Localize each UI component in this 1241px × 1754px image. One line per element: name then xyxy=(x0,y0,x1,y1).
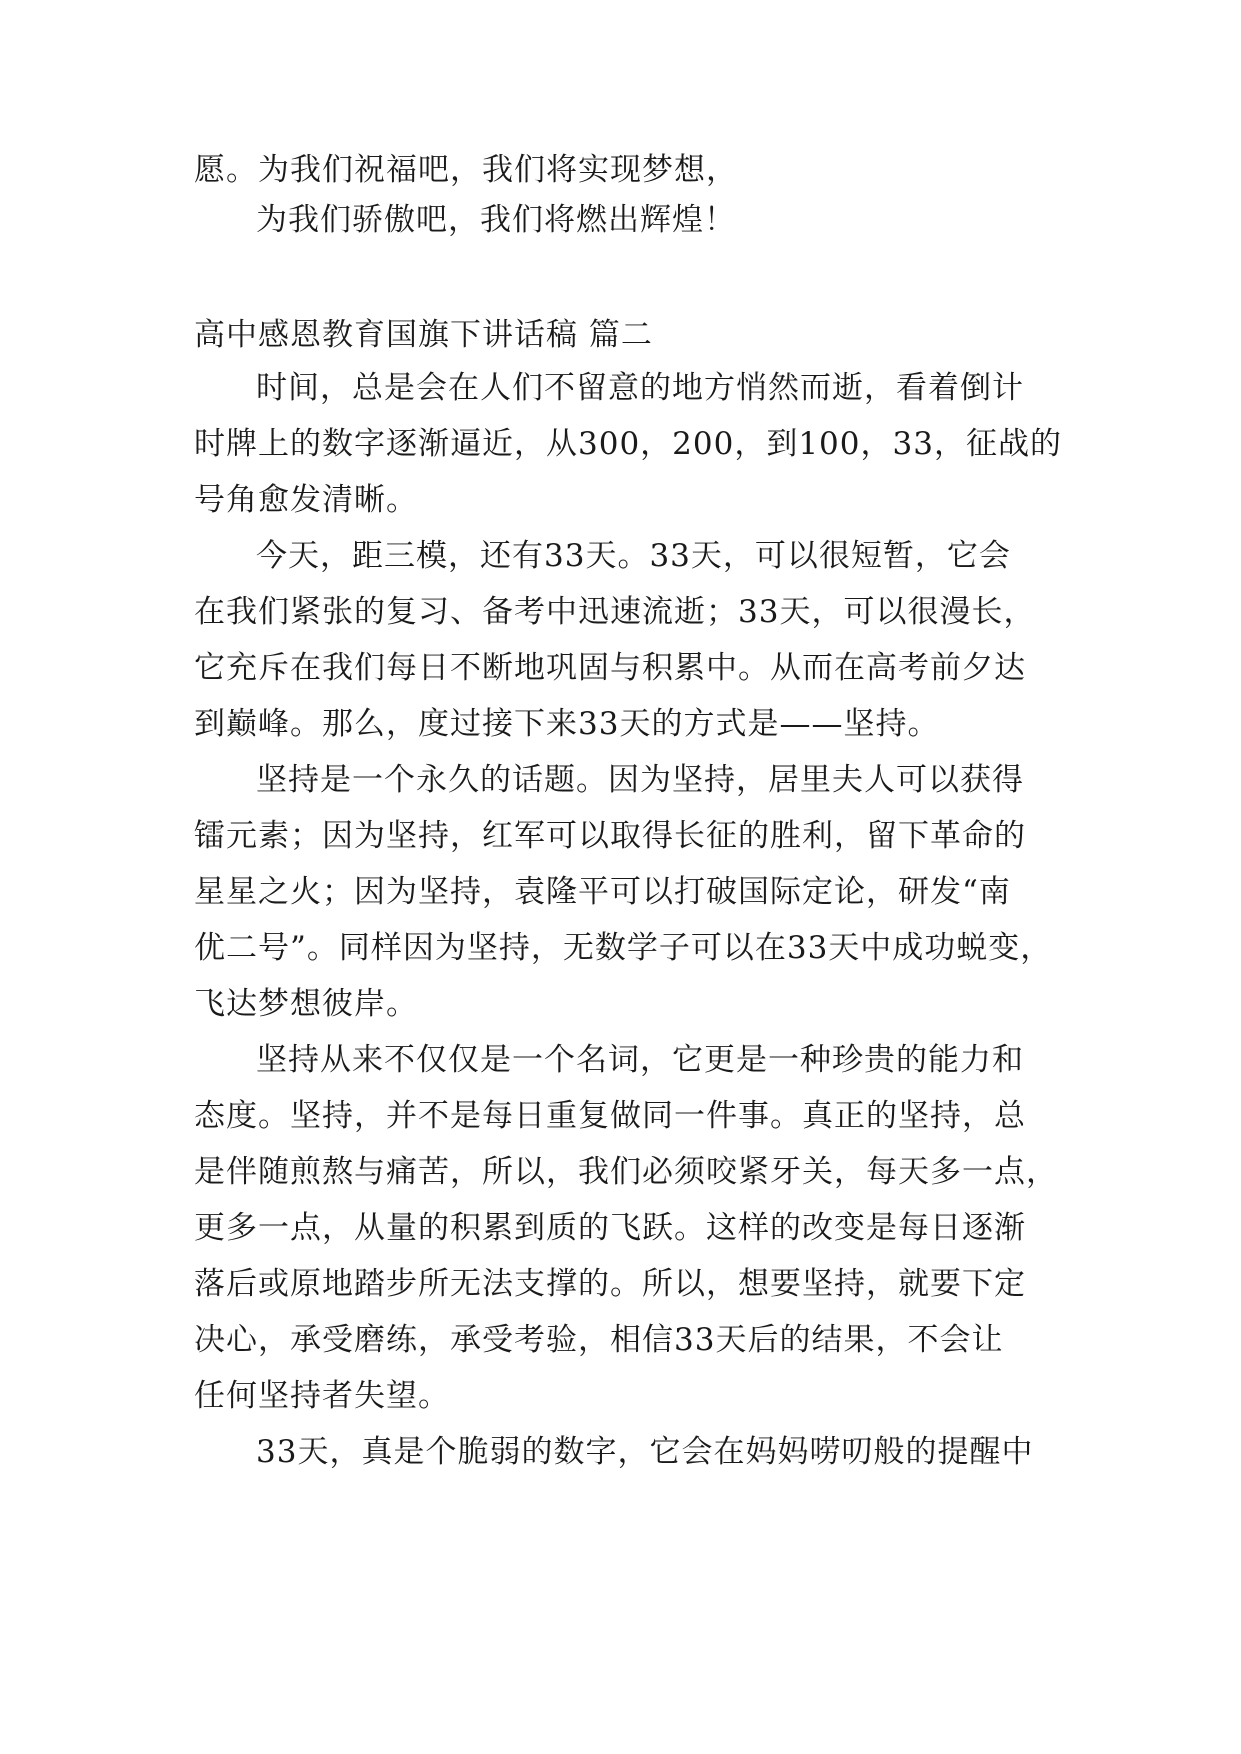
paragraph-line: 落后或原地踏步所无法支撑的。所以，想要坚持，就要下定 xyxy=(194,1266,1026,1302)
paragraph-line: 决心，承受磨练，承受考验，相信33天后的结果，不会让 xyxy=(194,1322,1004,1358)
paragraph-line: 坚持是一个永久的话题。因为坚持，居里夫人可以获得 xyxy=(256,762,1024,798)
paragraph-line: 号角愈发清晰。 xyxy=(194,482,418,518)
paragraph-line: 时间，总是会在人们不留意的地方悄然而逝，看着倒计 xyxy=(256,370,1024,406)
section-heading: 高中感恩教育国旗下讲话稿 篇二 xyxy=(194,317,653,353)
paragraph-line: 它充斥在我们每日不断地巩固与积累中。从而在高考前夕达 xyxy=(194,650,1026,686)
paragraph-line: 飞达梦想彼岸。 xyxy=(194,986,418,1022)
paragraph-line: 为我们骄傲吧，我们将燃出辉煌！ xyxy=(256,202,736,238)
paragraph-line: 时牌上的数字逐渐逼近，从300，200，到100，33，征战的 xyxy=(194,426,1062,462)
paragraph-line: 33天，真是个脆弱的数字，它会在妈妈唠叨般的提醒中 xyxy=(256,1434,1034,1470)
paragraph-line: 在我们紧张的复习、备考中迅速流逝；33天，可以很漫长， xyxy=(194,594,1036,630)
paragraph-line: 今天，距三模，还有33天。33天，可以很短暂，它会 xyxy=(256,538,1011,574)
paragraph-line: 愿。为我们祝福吧，我们将实现梦想， xyxy=(194,152,738,188)
paragraph-line: 镭元素；因为坚持，红军可以取得长征的胜利，留下革命的 xyxy=(194,818,1026,854)
paragraph-line: 更多一点，从量的积累到质的飞跃。这样的改变是每日逐渐 xyxy=(194,1210,1026,1246)
paragraph-line: 坚持从来不仅仅是一个名词，它更是一种珍贵的能力和 xyxy=(256,1042,1024,1078)
paragraph-line: 到巅峰。那么，度过接下来33天的方式是——坚持。 xyxy=(194,706,940,742)
paragraph-line: 态度。坚持，并不是每日重复做同一件事。真正的坚持，总 xyxy=(194,1098,1026,1134)
paragraph-line: 是伴随煎熬与痛苦，所以，我们必须咬紧牙关，每天多一点， xyxy=(194,1154,1058,1190)
paragraph-line: 优二号”。同样因为坚持，无数学子可以在33天中成功蜕变， xyxy=(194,930,1053,966)
paragraph-line: 星星之火；因为坚持，袁隆平可以打破国际定论，研发“南 xyxy=(194,874,1011,910)
paragraph-line: 任何坚持者失望。 xyxy=(194,1378,450,1414)
